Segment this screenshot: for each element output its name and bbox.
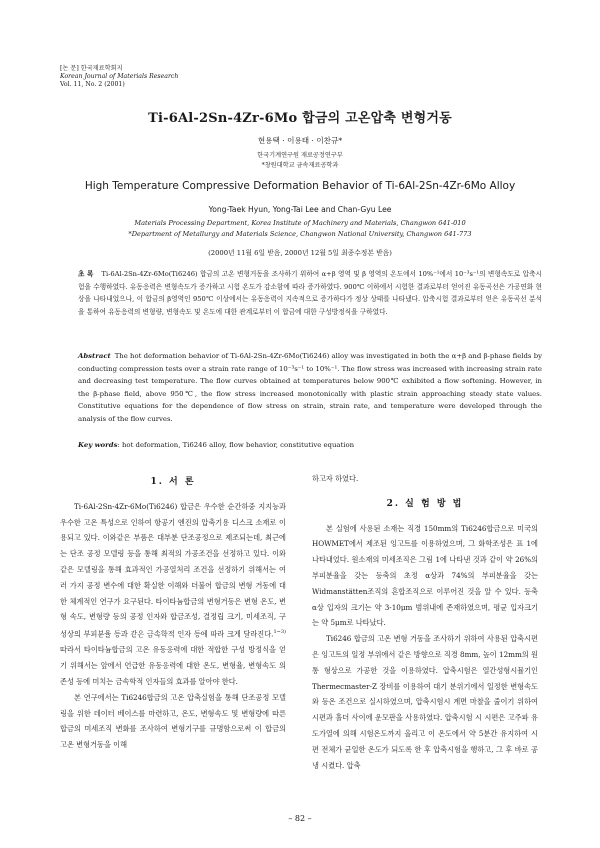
journal-line-3: Vol. 11, No. 2 (2001): [60, 81, 125, 88]
received-dates: (2000년 11월 6일 받음, 2000년 12월 5일 최종수정본 받음): [208, 249, 392, 257]
paper-title-english: High Temperature Compressive Deformation Behavior of Ti-6Al-2Sn-4Zr-6Mo Alloy: [84, 180, 516, 192]
keywords: [78, 441, 542, 449]
authors-korean: 현용택 · 이용태 · 이찬규*: [257, 136, 343, 145]
journal-line-1: [논 문] 한국재료학회지: [60, 65, 123, 72]
journal-line-2: Korean Journal of Materials Research: [60, 73, 179, 80]
abstract-english: [78, 350, 542, 425]
right-column: [312, 471, 538, 773]
affiliation-english-1: Materials Processing Department, Korea Institute of Machinery and Materials, Changwon 641-010: [134, 219, 466, 227]
section-1-paragraph-1-cont: 따라서 타이타늄합금의 고온 유동응력에 대한 적합한 구성 방정식을 얻기 위해서는 앞에서 언급한 유동응력에 대한 온도, 변형율, 변형속도 의존성 등에 미치는 금속학적 인자들의 효과를 알아야 한다.: [60, 645, 286, 686]
authors-english: Yong-Taek Hyun, Yong-Tai Lee and Chan-Gyu Lee: [208, 205, 392, 214]
section-2-heading: 2. 실 험 방 법: [386, 498, 464, 509]
abstract-korean-label: 초 록: [78, 270, 94, 278]
left-column: [60, 471, 286, 753]
abstract-korean: [78, 268, 542, 318]
section-2-paragraph-2: Ti6246 합금의 고온 변형 거동을 조사하기 위하여 사용된 압축시편은 잉고트의 일정 부위에서 같은 방향으로 직경 8mm, 높이 12mm의 원통 형상으로 가공한 것을 이용하였다. 압축시험은 열간성형시뮬기인 Thermecmaster-Z 장비를 이용하여 대기 분위기에서 일정한 변형속도와 등온 조건으로 실시하였으며, 압축시험시 계면 마찰을 줄이기 위하여 시편과 홀더 사이에 운모판을 사용하였다. 압축시험 시 시편은 고주파 유도가열에 의해 시험온도까지 올리고 이 온도에서 약 5분간 유지하여 시편 전체가 균일한 온도가 되도록 한 후 압축시험을 행하고, 그 후 바로 공냉 시켰다. 압축: [312, 634, 538, 770]
abstract-korean-text: Ti-6Al-2Sn-4Zr-6Mo(Ti6246) 합금의 고온 변형거동을 조사하기 위하여 α+β 영역 및 β 영역의 온도에서 10%⁻¹에서 10⁻³s⁻¹의 변형속도로 압축시험을 수행하였다. 유동응력은 변형속도가 증가하고 시험 온도가 감소함에 따라 증가하였다. 900℃ 이하에서 시험한 결과로부터 얻어진 유동곡선은 가공연화 현상을 나타내었으나, 이 합금의 β영역인 950℃ 이상에서는 유동응력이 지속적으로 증가하다가 정상 상태를 나타냈다. 압축시험 결과로부터 얻은 유동곡선 분석을 통하여 유동응력의 변형량, 변형속도 및 온도에 대한 관계로부터 이 합금에 대한 구성방정식을 구하였다.: [78, 270, 542, 316]
affiliation-english-2: *Department of Metallurgy and Materials Science, Changwon National University, Changwon 641-773: [128, 230, 472, 238]
affiliation-korean: [0, 151, 600, 171]
affiliation-korean-2: *창원대학교 금속재료공학과: [261, 162, 339, 169]
section-1-paragraph-1-text: Ti-6Al-2Sn-4Zr-6Mo(Ti6246) 합금은 우수한 순간하중 지지능과 우수한 고온 특성으로 인하여 항공기 엔진의 압축기용 디스크 소재로 이용되고 있다. 이와같은 부품은 대부분 단조공정으로 제조되는데, 최근에는 단조 공정 모델링 등을 통해 최적의 가공조건을 선정하고 있다. 이와같은 모델링을 통해 효과적인 가공열처리 조건을 선정하기 위해서는 여러 가지 공정 변수에 대한 확실한 이해와 더불어 합금의 변형 거동에 대한 체계적인 연구가 요구된다. 타이타늄합금의 변형거동은 변형 온도, 변형 속도, 변형량 등의 공정 인자와 합금조성, 결정립 크기, 미세조직, 구성상의 부피분율 등과 같은 금속학적 인자 등에 따라 크게 달라진다.: [60, 501, 286, 639]
abstract-english-text: The hot deformation behavior of Ti-6Al-2Sn-4Zr-6Mo(Ti6246) alloy was investigated in both the α+β and β-phase fields by conducting compression tests over a strain rate range of 10⁻³s⁻¹ to 10%⁻¹. The flow stress was increased with increasing strain rate and decreasing test temperature. The flow curves obtained at temperatures below 900℃ exhibited a flow softening. However, in the β-phase field, above 950℃, the flow stress increased monotonically with plastic strain approaching steady state values. Constitutive equations for the dependence of flow stress on strain, strain rate, and temperature were developed through the analysis of the flow curves.: [78, 352, 542, 423]
paper-title-korean: Ti-6Al-2Sn-4Zr-6Mo 합금의 고온압축 변형거동: [148, 111, 452, 126]
affiliation-english: [0, 218, 600, 240]
keywords-text: : hot deformation, Ti6246 alloy, flow behavior, constitutive equation: [117, 441, 355, 449]
section-1-paragraph-2-end: 하고자 하였다.: [312, 474, 359, 483]
section-2-paragraph-1: 본 실험에 사용된 소재는 직경 150mm의 Ti6246합금으로 미국의 HOWMET에서 제조된 잉고트를 이용하였으며, 그 화학조성은 표 1에 나타내었다. 원소재의 미세조직은 그림 1에 나타낸 것과 같이 약 26%의 부피분율을 갖는 등축의 초정 α상과 74%의 부피분율을 갖는 Widmanstätten조직의 혼합조직으로 이루어진 것을 알 수 있다. 등축 α상 입자의 크기는 약 3-10μm 범위내에 존재하였으며, 평균 입자크기는 약 5μm로 나타났다.: [312, 523, 538, 628]
section-1-paragraph-2: 본 연구에서는 Ti6246합금의 고온 압축실험을 통해 단조공정 모델링을 위한 데이터 베이스를 마련하고, 온도, 변형속도 및 변형량에 따른 합금의 미세조직 변화를 조사하여 변형기구를 규명함으로써 이 합금의 고온 변형거동을 이해: [60, 692, 286, 750]
section-1-paragraph-1: [60, 499, 286, 690]
affiliation-korean-1: 한국기계연구원 재료공정연구부: [257, 152, 343, 159]
section-1-heading: 1. 서 론: [150, 477, 196, 487]
abstract-english-label: Abstract: [78, 352, 111, 360]
keywords-label: Key words: [78, 441, 118, 449]
journal-header: [60, 65, 178, 89]
reference-superscript: 1~3): [273, 629, 286, 636]
page-number: – 82 –: [288, 814, 312, 823]
